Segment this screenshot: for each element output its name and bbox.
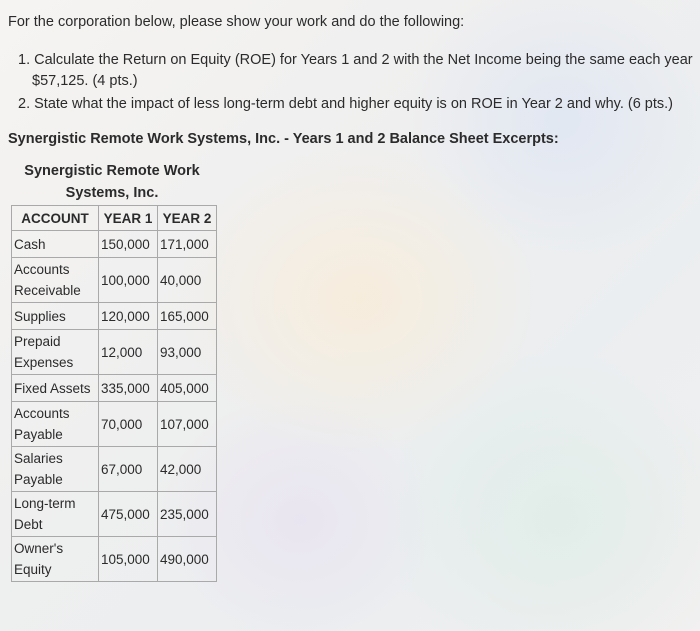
- company-name-line-2: Systems, Inc.: [65, 185, 159, 201]
- table-row: [12, 402, 217, 447]
- row-year-2: 93,000: [158, 330, 217, 375]
- row-year-2: 165,000: [158, 303, 217, 330]
- row-year-2: 107,000: [158, 402, 217, 447]
- row-account: Accounts Payable: [12, 402, 99, 447]
- row-year-2: 490,000: [158, 537, 217, 582]
- table-row: [12, 303, 217, 330]
- row-year-1: 100,000: [99, 258, 158, 303]
- row-year-2: 42,000: [158, 447, 217, 492]
- table-header-row: [12, 206, 217, 231]
- row-year-1: 67,000: [99, 447, 158, 492]
- table-row: [12, 537, 217, 582]
- question-1-line-1: 1. Calculate the Return on Equity (ROE) for Years 1 and 2 with the Net Income being the same each year: [18, 52, 693, 68]
- table-row: [12, 492, 217, 537]
- row-account: Prepaid Expenses: [12, 330, 99, 375]
- row-year-2: 171,000: [158, 231, 217, 258]
- table-row: [12, 258, 217, 303]
- question-1-line-2: $57,125. (4 pts.): [32, 73, 138, 89]
- header-account: ACCOUNT: [12, 206, 99, 231]
- table-row: [12, 375, 217, 402]
- row-year-2: 235,000: [158, 492, 217, 537]
- table-row: [12, 231, 217, 258]
- intro-text: For the corporation below, please show your work and do the following:: [8, 14, 465, 30]
- section-title: Synergistic Remote Work Systems, Inc. - Years 1 and 2 Balance Sheet Excerpts:: [8, 131, 559, 147]
- row-account: Supplies: [12, 303, 99, 330]
- header-year-2: YEAR 2: [158, 206, 217, 231]
- row-account: Fixed Assets: [12, 375, 99, 402]
- row-account: Cash: [12, 231, 99, 258]
- row-year-1: 150,000: [99, 231, 158, 258]
- header-year-1: YEAR 1: [99, 206, 158, 231]
- row-year-1: 335,000: [99, 375, 158, 402]
- row-year-2: 40,000: [158, 258, 217, 303]
- company-name: [12, 160, 212, 204]
- row-year-1: 12,000: [99, 330, 158, 375]
- row-account: Accounts Receivable: [12, 258, 99, 303]
- row-account: Owner's Equity: [12, 537, 99, 582]
- row-year-2: 405,000: [158, 375, 217, 402]
- table-row: [12, 330, 217, 375]
- row-year-1: 105,000: [99, 537, 158, 582]
- table-row: [12, 447, 217, 492]
- row-year-1: 120,000: [99, 303, 158, 330]
- row-year-1: 70,000: [99, 402, 158, 447]
- company-name-line-1: Synergistic Remote Work: [24, 163, 200, 179]
- row-account: Salaries Payable: [12, 447, 99, 492]
- balance-sheet-table: [11, 205, 217, 582]
- question-2: 2. State what the impact of less long-term debt and higher equity is on ROE in Year 2 and why. (6 pts.): [18, 96, 674, 112]
- row-year-1: 475,000: [99, 492, 158, 537]
- row-account: Long-term Debt: [12, 492, 99, 537]
